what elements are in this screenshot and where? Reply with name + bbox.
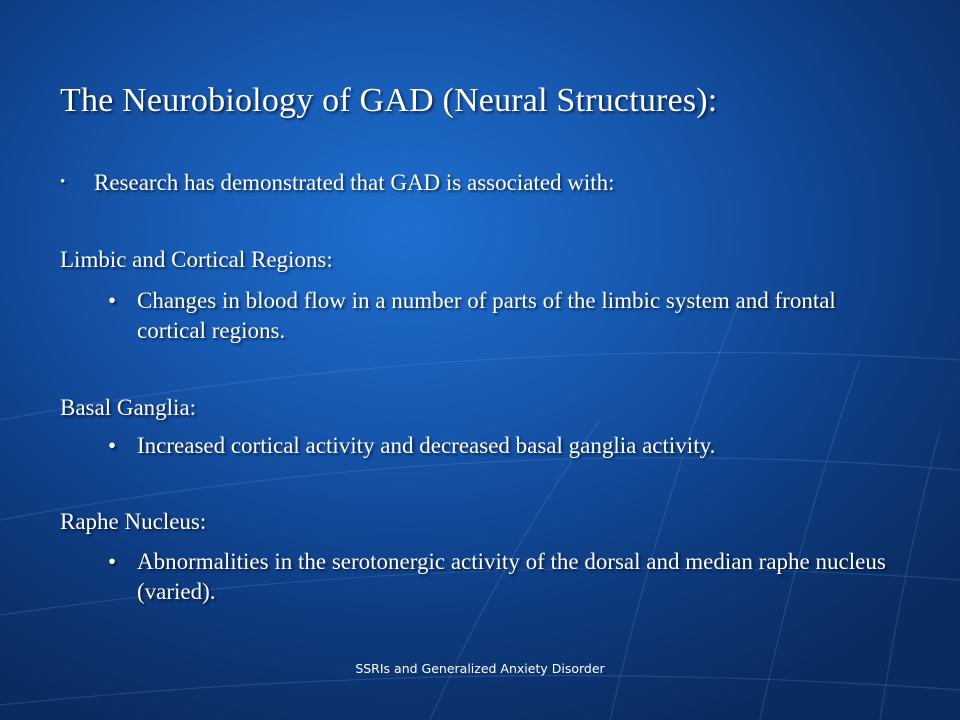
- section-bullet-limbic: [108, 286, 888, 346]
- slide-title: The Neurobiology of GAD (Neural Structures):: [60, 82, 718, 119]
- section-heading-raphe-nucleus: Raphe Nucleus:: [60, 509, 207, 534]
- bullet-dot-icon: •: [108, 549, 117, 574]
- section-bullet-raphe-nucleus: [108, 547, 888, 607]
- section-bullet-text: Abnormalities in the serotonergic activity of the dorsal and median raphe nucleus (varied).: [137, 549, 886, 604]
- bullet-dot-icon: •: [108, 288, 117, 313]
- slide-footer: SSRIs and Generalized Anxiety Disorder: [355, 661, 605, 676]
- section-heading-basal-ganglia: Basal Ganglia:: [60, 395, 197, 420]
- section-bullet-basal-ganglia: [108, 431, 888, 461]
- bullet-dot-icon: •: [108, 433, 117, 458]
- section-bullet-text: Changes in blood flow in a number of parts of the limbic system and frontal cortical regions.: [137, 288, 836, 343]
- intro-bullet-text: Research has demonstrated that GAD is associated with:: [94, 170, 615, 195]
- section-bullet-text: Increased cortical activity and decreased basal ganglia activity.: [137, 433, 716, 458]
- bullet-dot-icon: •: [60, 174, 66, 190]
- section-heading-limbic: Limbic and Cortical Regions:: [60, 247, 333, 272]
